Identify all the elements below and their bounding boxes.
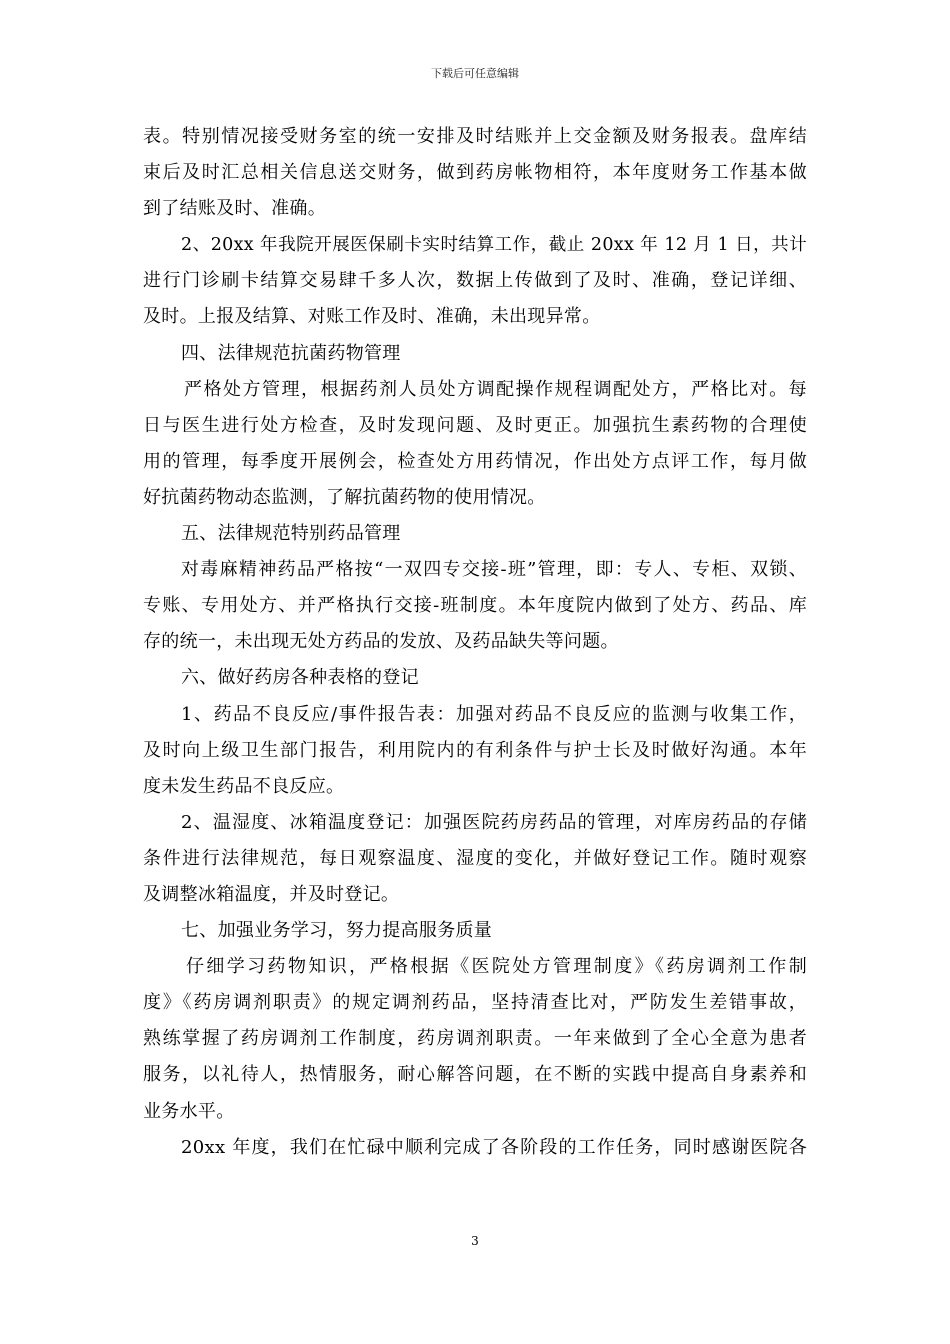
text-line: 日与医生进行处方检查，及时发现问题、及时更正。加强抗生素药物的合理使	[143, 414, 807, 436]
text-line: 好抗菌药物动态监测，了解抗菌药物的使用情况。	[143, 486, 546, 508]
text-line: 服务，以礼待人，热情服务，耐心解答问题，在不断的实践中提高自身素养和	[143, 1064, 807, 1086]
text-line: 表。特别情况接受财务室的统一安排及时结账并上交金额及财务报表。盘库结	[143, 126, 807, 147]
text-line: 20xx 年度，我们在忙碌中顺利完成了各阶段的工作任务，同时感谢医院各	[181, 1136, 807, 1158]
text-line: 对毒麻精神药品严格按“一双四专交接-班”管理，即：专人、专柜、双锁、	[181, 559, 807, 581]
document-body	[143, 119, 807, 1166]
text-line: 及时向上级卫生部门报告，利用院内的有利条件与护士长及时做好沟通。本年	[143, 739, 807, 761]
text-line: 专账、专用处方、并严格执行交接-班制度。本年度院内做到了处方、药品、库	[143, 595, 807, 617]
section-heading: 六、做好药房各种表格的登记	[181, 667, 419, 689]
text-line: 进行门诊刷卡结算交易肆千多人次，数据上传做到了及时、准确，登记详细、	[143, 270, 807, 292]
section-heading: 五、法律规范特别药品管理	[181, 523, 401, 545]
text-line: 度未发生药品不良反应。	[143, 775, 345, 797]
section-heading: 四、法律规范抗菌药物管理	[181, 342, 401, 364]
section-heading: 七、加强业务学习，努力提高服务质量	[181, 920, 493, 942]
text-line: 及调整冰箱温度，并及时登记。	[143, 883, 400, 905]
text-line: 2、20xx 年我院开展医保刷卡实时结算工作，截止 20xx 年 12 月 1 日，共计	[181, 235, 807, 256]
text-line: 存的统一，未出现无处方药品的发放、及药品缺失等问题。	[143, 631, 619, 653]
text-line: 1、药品不良反应/事件报告表：加强对药品不良反应的监测与收集工作，	[181, 703, 807, 725]
text-line: 及时。上报及结算、对账工作及时、准确，未出现异常。	[143, 306, 601, 328]
text-line: 2、温湿度、冰箱温度登记：加强医院药房药品的管理，对库房药品的存储	[181, 811, 807, 833]
text-line: 仔细学习药物知识，严格根据《医院处方管理制度》《药房调剂工作制	[186, 956, 807, 978]
text-line: 严格处方管理，根据药剂人员处方调配操作规程调配处方，严格比对。每	[184, 378, 807, 400]
text-line: 束后及时汇总相关信息送交财务，做到药房帐物相符，本年度财务工作基本做	[143, 162, 807, 184]
text-line: 条件进行法律规范，每日观察温度、湿度的变化，并做好登记工作。随时观察	[143, 847, 807, 869]
text-line: 业务水平。	[143, 1100, 235, 1122]
text-line: 熟练掌握了药房调剂工作制度，药房调剂职责。一年来做到了全心全意为患者	[143, 1028, 807, 1050]
text-line: 到了结账及时、准确。	[143, 198, 326, 220]
page-number: 3	[471, 1234, 479, 1248]
page-header-note: 下载后可任意编辑	[431, 67, 519, 80]
text-line: 用的管理，每季度开展例会，检查处方用药情况，作出处方点评工作，每月做	[143, 450, 807, 472]
text-line: 度》《药房调剂职责》的规定调剂药品，坚持清查比对，严防发生差错事故，	[143, 992, 807, 1014]
